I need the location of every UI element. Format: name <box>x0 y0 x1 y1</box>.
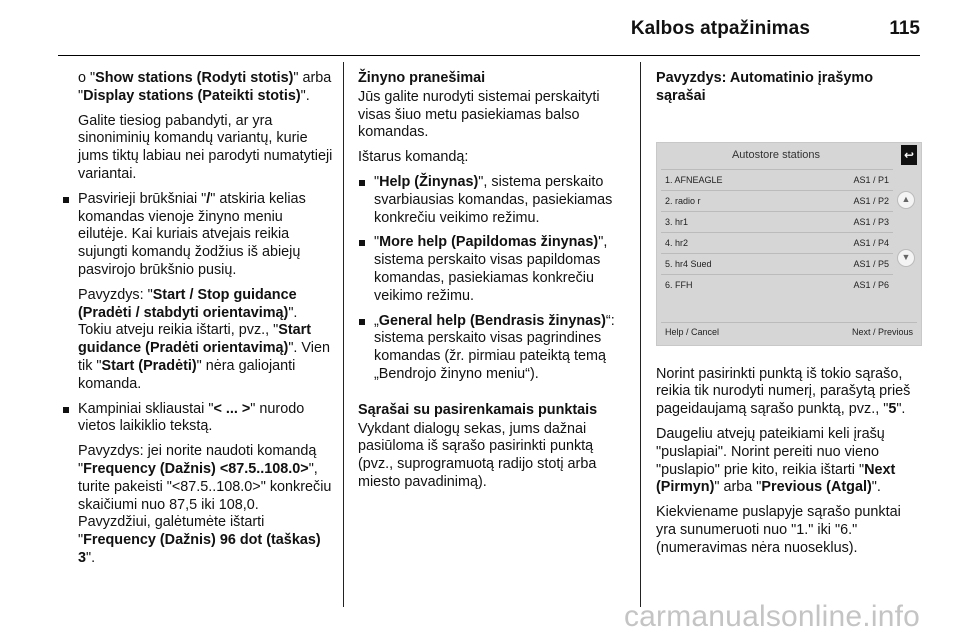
back-icon: ↩ <box>901 145 917 165</box>
watermark: carmanualsonline.info <box>623 600 920 633</box>
station-row: 3. hr1 AS1 / P3 <box>661 211 893 232</box>
page-number: 115 <box>889 18 920 39</box>
station-row: 2. radio r AS1 / P2 <box>661 190 893 211</box>
chevron-up-icon: ▲ <box>897 191 915 209</box>
column-1 <box>62 70 334 575</box>
column-divider <box>640 62 641 607</box>
section-heading: Sąrašai su pasirenkamais punktais <box>358 401 598 418</box>
section-heading: Žinyno pranešimai <box>358 70 486 86</box>
station-row: 5. hr4 Sued AS1 / P5 <box>661 253 893 274</box>
chevron-down-icon: ▼ <box>897 249 915 267</box>
paragraph: Vykdant dialogų sekas, jums dažnai pasiūloma iš sąrašo pasirinkti punktą (pvz., suprogramuotą radijo stotį arba miesto pavadinimą). <box>358 420 597 490</box>
page-title: Kalbos atpažinimas <box>630 18 810 39</box>
paragraph: Norint pasirinkti punktą iš tokio sąrašo, reikia tik nurodyti numerį, parašytą prieš pageidaujamą sąrašo punktą, pvz., "5". <box>656 365 911 418</box>
station-row: 4. hr2 AS1 / P4 <box>661 232 893 253</box>
paragraph: Ištarus komandą: <box>358 149 469 166</box>
bullet-item: Pasvirieji brūkšniai "/" atskiria kelias komandas vienoje žinyno meniu eilutėje. Kai kuriais atvejais reikia sujungti komandų žodžius iš abiejų pasvirojo brūkšnio pusių. <box>62 191 334 280</box>
paragraph: Daugeliu atvejų pateikiami keli įrašų "puslapiai". Norint pereiti nuo vieno "puslapio" prie kito, reikia ištarti "Next (Pirmyn)" arba "Previous (Atgal)". <box>656 425 896 496</box>
paragraph: Jūs galite nurodyti sistemai perskaityti visas šiuo metu pasiekiamas balso komandas. <box>358 88 600 141</box>
column-divider <box>343 62 344 607</box>
station-row: 1. AFNEAGLE AS1 / P1 <box>661 169 893 190</box>
paragraph: Kiekviename puslapyje sąrašo punktai yra sunumeruoti nuo "1." iki "6." (numeravimas nėra nuoseklus). <box>656 504 901 556</box>
bullet-item: "More help (Papildomas žinynas)", sistema perskaito visas papildomas komandas, pasiekiamas konkrečiu veikimo režimu. <box>358 234 630 305</box>
bullet-item: „General help (Bendrasis žinynas)“: sistema perskaito visas pagrindines komandas (žr. pirmiau pateiktą temą „Bendrojo žinyno meniu“). <box>358 313 630 384</box>
column-3 <box>656 70 924 565</box>
station-row: 6. FFH AS1 / P6 <box>661 274 893 295</box>
autostore-screen-image <box>656 142 922 346</box>
bullet-item: Kampiniai skliaustai "< ... >" nurodo vietos laikiklio tekstą. <box>62 401 334 437</box>
screen-footer: Help / Cancel Next / Previous <box>661 322 917 341</box>
example-paragraph: Pavyzdys: "Start / Stop guidance (Pradėti / stabdyti orientavimą)". Tokiu atveju reikia ištarti, pvz., "Start guidance (Pradėti orientavimą)". Vien tik "Start (Pradėti)" nėra galiojanti komanda. <box>78 286 330 392</box>
paragraph: Galite tiesiog pabandyti, ar yra sinoniminių komandų variantų, kurie jums tiktų labiau nei parodyti numatytieji variantai. <box>78 112 333 182</box>
bullet-item: "Help (Žinynas)", sistema perskaito svarbiausias komandas, pasiekiamas konkrečiu veikimo režimu. <box>358 174 630 227</box>
paragraph: o "Show stations (Rodyti stotis)" arba "Display stations (Pateikti stotis)". <box>78 70 332 104</box>
section-heading: Pavyzdys: Automatinio įrašymo sąrašai <box>656 70 873 104</box>
example-paragraph: Pavyzdys: jei norite naudoti komandą "Frequency (Dažnis) <87.5..108.0>", turite pakeisti "<87.5..108.0>" konkrečiu skaičiumi nuo 87,5 iki 108,0. Pavyzdžiui, galėtumėte ištarti "Frequency (Dažnis) 96 dot (taškas) 3". <box>78 443 332 566</box>
header-rule <box>58 55 920 56</box>
screen-title: Autostore stations <box>731 148 821 161</box>
column-2 <box>358 70 630 499</box>
station-list <box>661 169 893 295</box>
